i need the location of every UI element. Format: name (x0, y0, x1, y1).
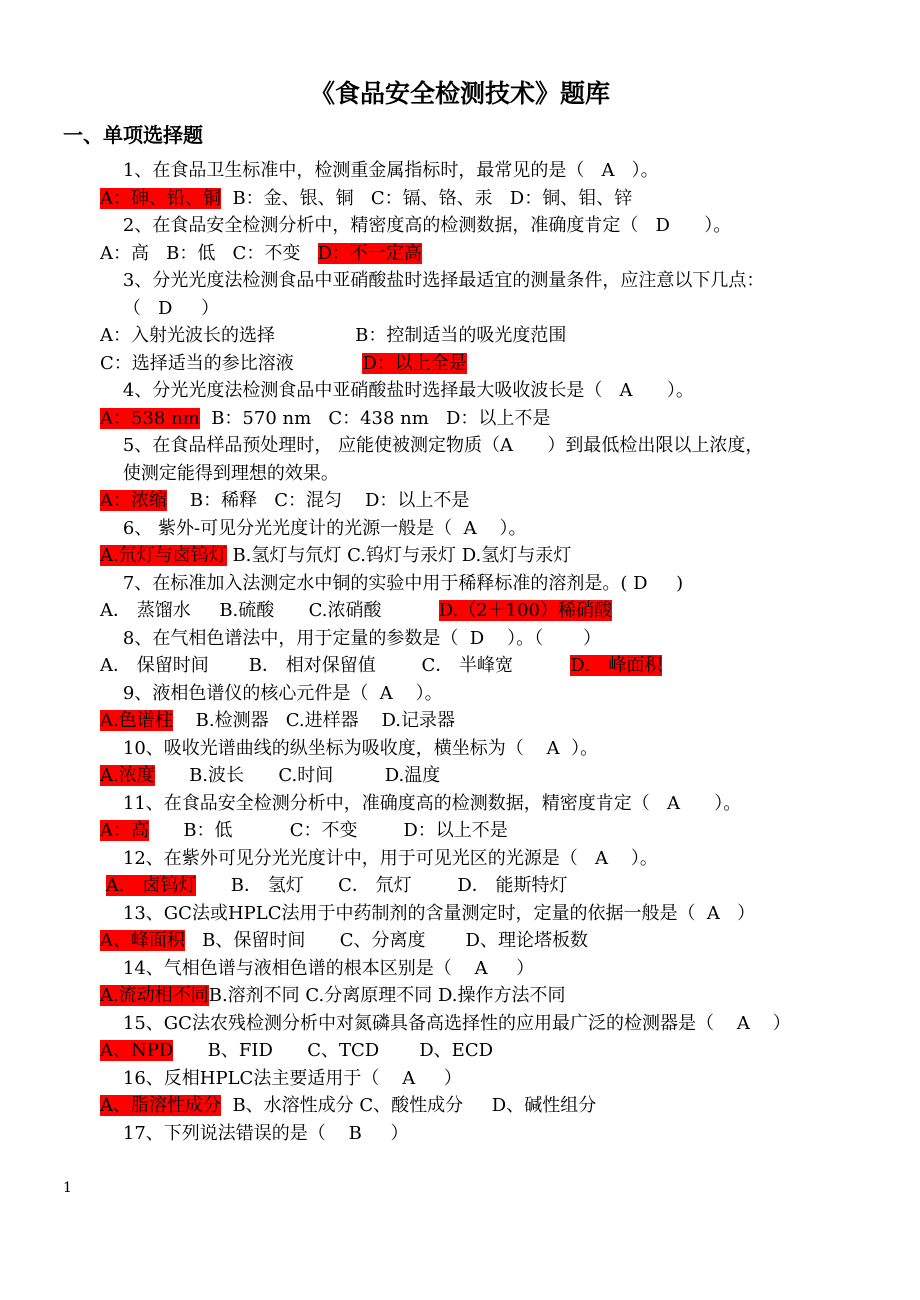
text-line (100, 1092, 870, 1120)
highlighted-answer: A． 卤钨灯 (105, 875, 197, 896)
text-line (100, 432, 870, 460)
line-text: （ D ） (100, 297, 220, 319)
highlighted-answer: A.氘灯与卤钨灯 (100, 545, 227, 566)
line-text: A：入射光波长的选择 B：控制适当的吸光度范围 (100, 325, 567, 346)
page-title: 《食品安全检测技术》题库 (309, 79, 610, 108)
line-text: 1、在食品卫生标准中，检测重金属指标时，最常见的是（ A ）。 (100, 160, 659, 181)
line-text: B、FID C、TCD D、ECD (173, 1040, 494, 1061)
text-line (100, 652, 870, 680)
line-text: 14、气相色谱与液相色谱的根本区别是（ A ） (100, 957, 535, 979)
line-text: B． 氢灯 C． 氘灯 D． 能斯特灯 (196, 875, 568, 896)
text-line (100, 157, 870, 185)
text-line (100, 240, 870, 268)
section-heading: 一、单项选择题 (63, 123, 203, 147)
text-line (100, 542, 870, 570)
text-line (100, 955, 870, 983)
line-text: A：高 B：低 C：不变 (100, 242, 318, 264)
text-line (100, 1037, 870, 1065)
line-text: B、保留时间 C、分离度 D、理论塔板数 (185, 930, 588, 951)
line-text: 7、在标准加入法测定水中铜的实验中用于稀释标准的溶剂是。( D ) (100, 572, 684, 594)
text-line (100, 487, 870, 515)
highlighted-answer: D：以上全是 (362, 352, 467, 374)
highlighted-answer: A.色谱柱 (100, 710, 173, 731)
page-number: 1 (63, 1180, 72, 1196)
highlighted-answer: D.（2＋100）稀硝酸 (438, 600, 613, 621)
text-line (100, 267, 870, 295)
line-text: B.氢灯与氘灯 C.钨灯与汞灯 D.氢灯与汞灯 (226, 545, 572, 566)
line-text: 6、 紫外-可见分光光度计的光源一般是（ A ）。 (100, 517, 527, 539)
highlighted-answer: A、脂溶性成分 (100, 1095, 221, 1116)
line-text: 12、在紫外可见分光光度计中，用于可见光区的光源是（ A ）。 (100, 847, 658, 869)
highlighted-answer: A：浓缩 (100, 490, 167, 511)
line-text: 16、反相HPLC法主要适用于（ A ） (100, 1067, 462, 1089)
text-line (100, 1065, 870, 1093)
highlighted-answer: A、NPD (100, 1040, 174, 1061)
line-text: A． 蒸馏水 B.硫酸 C.浓硝酸 (100, 600, 439, 621)
text-line (100, 625, 870, 653)
line-text: 使测定能得到理想的效果。 (100, 462, 339, 484)
text-line (100, 927, 870, 955)
text-line (100, 735, 870, 763)
line-text: B：金、银、铜 C：镉、铬、汞 D：铜、钼、锌 (221, 187, 633, 209)
line-text: 10、吸收光谱曲线的纵坐标为吸收度，横坐标为（ A ）。 (100, 737, 599, 759)
line-text: B：稀释 C：混匀 D：以上不是 (167, 490, 470, 511)
line-text: 4、分光光度法检测食品中亚硝酸盐时选择最大吸收波长是（ A ）。 (100, 380, 694, 401)
line-text: 5、在食品样品预处理时， 应能使被测定物质（A ）到最低检出限以上浓度， (100, 435, 764, 456)
text-line (100, 570, 870, 598)
text-line (100, 350, 870, 378)
line-text: B：低 C：不变 D：以上不是 (149, 820, 508, 841)
text-line (100, 982, 870, 1010)
highlighted-answer: A.浓度 (100, 765, 155, 786)
text-line (100, 762, 870, 790)
highlighted-answer: A：538 nm (100, 407, 200, 429)
text-line (100, 295, 870, 323)
text-line (100, 707, 870, 735)
highlighted-answer: A、峰面积 (100, 930, 185, 951)
text-line (100, 1120, 870, 1148)
line-text (100, 875, 106, 896)
text-line (100, 185, 870, 213)
text-line (100, 597, 870, 625)
text-line (100, 515, 870, 543)
highlighted-answer: A.流动相不同 (100, 985, 209, 1006)
line-text: 2、在食品安全检测分析中，精密度高的检测数据，准确度肯定（ D ）。 (100, 215, 732, 236)
text-line (100, 460, 870, 488)
line-text: B.溶剂不同 C.分离原理不同 D.操作方法不同 (208, 985, 566, 1006)
text-line (100, 212, 870, 240)
text-line (100, 377, 870, 405)
line-text: 11、在食品安全检测分析中，准确度高的检测数据，精密度肯定（ A ）。 (100, 792, 742, 814)
line-text: B.波长 C.时间 D.温度 (154, 765, 441, 786)
question-list (100, 157, 870, 1147)
text-line (100, 872, 870, 900)
line-text: C：选择适当的参比溶液 (100, 352, 363, 374)
line-text: B：570 nm C：438 nm D：以上不是 (199, 407, 551, 429)
highlighted-answer: D． 峰面积 (570, 655, 663, 676)
text-line (100, 790, 870, 818)
text-line (100, 900, 870, 928)
line-text: 8、在气相色谱法中，用于定量的参数是（ D ）。（ ） (100, 627, 602, 649)
text-line (100, 817, 870, 845)
line-text: 9、液相色谱仪的核心元件是（ A ）。 (100, 682, 443, 704)
text-line (100, 680, 870, 708)
line-text: 13、GC法或HPLC法用于中药制剂的含量测定时，定量的依据一般是（ A ） (100, 902, 756, 924)
line-text: B.检测器 C.进样器 D.记录器 (172, 710, 455, 731)
line-text: 3、分光光度法检测食品中亚硝酸盐时选择最适宜的测量条件，应注意以下几点： (100, 270, 765, 291)
highlighted-answer: A：砷、铅、铜 (100, 187, 221, 209)
line-text: A． 保留时间 B． 相对保留值 C． 半峰宽 (100, 655, 571, 676)
text-line (100, 1010, 870, 1038)
text-line (100, 845, 870, 873)
line-text: B、水溶性成分 C、酸性成分 D、碱性组分 (221, 1095, 597, 1116)
highlighted-answer: A：高 (100, 820, 149, 841)
line-text: 15、GC法农残检测分析中对氮磷具备高选择性的应用最广泛的检测器是（ A ） (100, 1012, 791, 1034)
text-line (100, 322, 870, 350)
line-text: 17、下列说法错误的是（ B ） (100, 1122, 409, 1144)
text-line (100, 405, 870, 433)
highlighted-answer: D：不一定高 (317, 242, 422, 264)
